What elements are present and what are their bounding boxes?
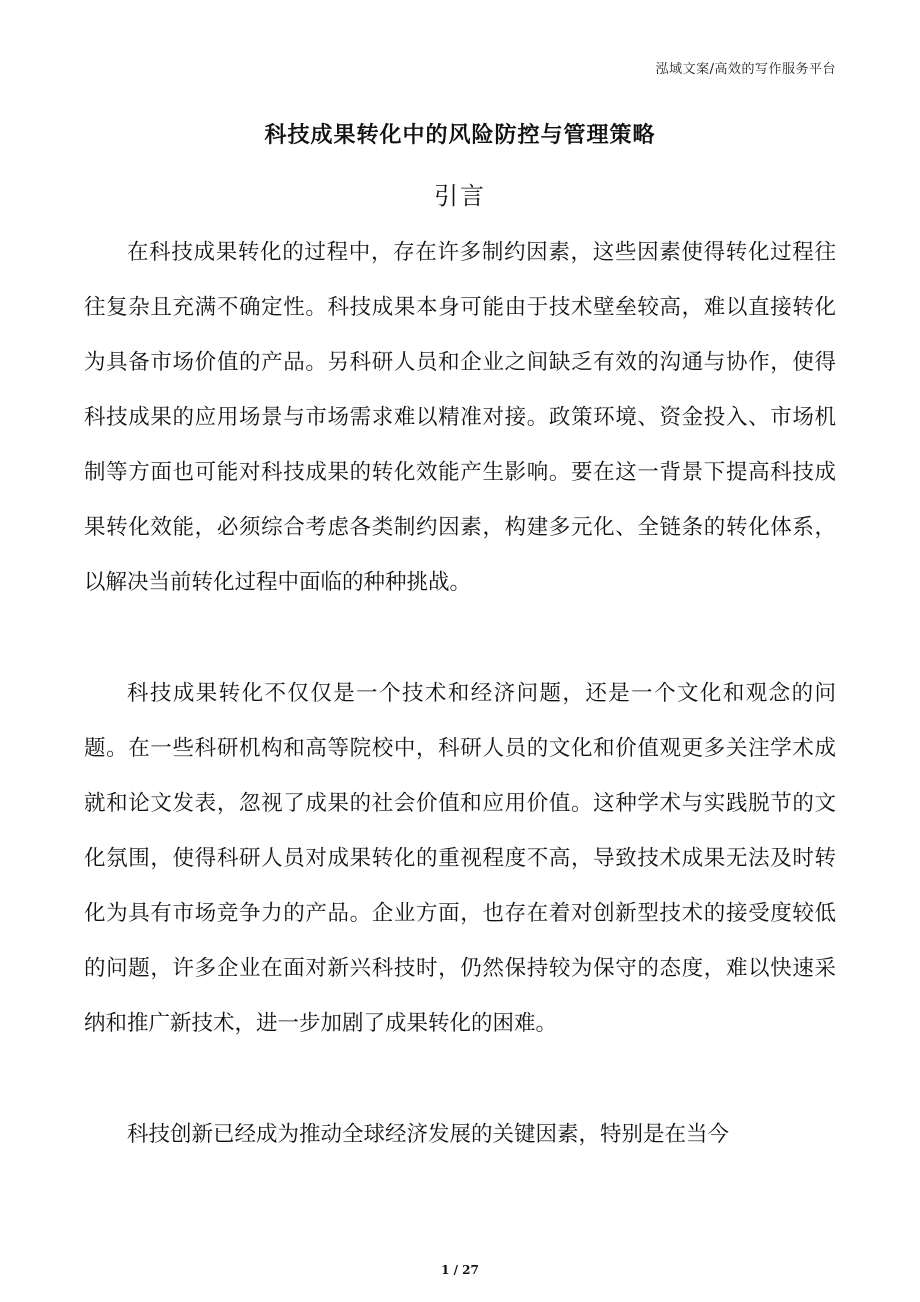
body-paragraph-3: 科技创新已经成为推动全球经济发展的关键因素，特别是在当今 — [127, 1122, 730, 1147]
page-number: 1 / 27 — [441, 1263, 479, 1277]
body-paragraph-1: 在科技成果转化的过程中，存在许多制约因素，这些因素使得转化过程往往复杂且充满不确定性。科技成果本身可能由于技术壁垒较高，难以直接转化为具备市场价值的产品。另科研人员和企业之间缺乏有效的沟通与协作，使得科技成果的应用场景与市场需求难以精准对接。政策环境、资金投入、市场机制等方面也可能对科技成果的转化效能产生影响。要在这一背景下提高科技成果转化效能，必须综合考虑各类制约因素，构建多元化、全链条的转化体系，以解决当前转化过程中面临的种种挑战。 — [84, 240, 836, 595]
document-title: 科技成果转化中的风险防控与管理策略 — [264, 123, 656, 148]
page-header-brand: 泓域文案/高效的写作服务平台 — [655, 62, 836, 77]
body-paragraph-2: 科技成果转化不仅仅是一个技术和经济问题，还是一个文化和观念的问题。在一些科研机构和高等院校中，科研人员的文化和价值观更多关注学术成就和论文发表，忽视了成果的社会价值和应用价值。这种学术与实践脱节的文化氛围，使得科研人员对成果转化的重视程度不高，导致技术成果无法及时转化为具有市场竞争力的产品。企业方面，也存在着对创新型技术的接受度较低的问题，许多企业在面对新兴科技时，仍然保持较为保守的态度，难以快速采纳和推广新技术，进一步加剧了成果转化的困难。 — [84, 681, 836, 1036]
section-heading-introduction: 引言 — [434, 182, 486, 210]
